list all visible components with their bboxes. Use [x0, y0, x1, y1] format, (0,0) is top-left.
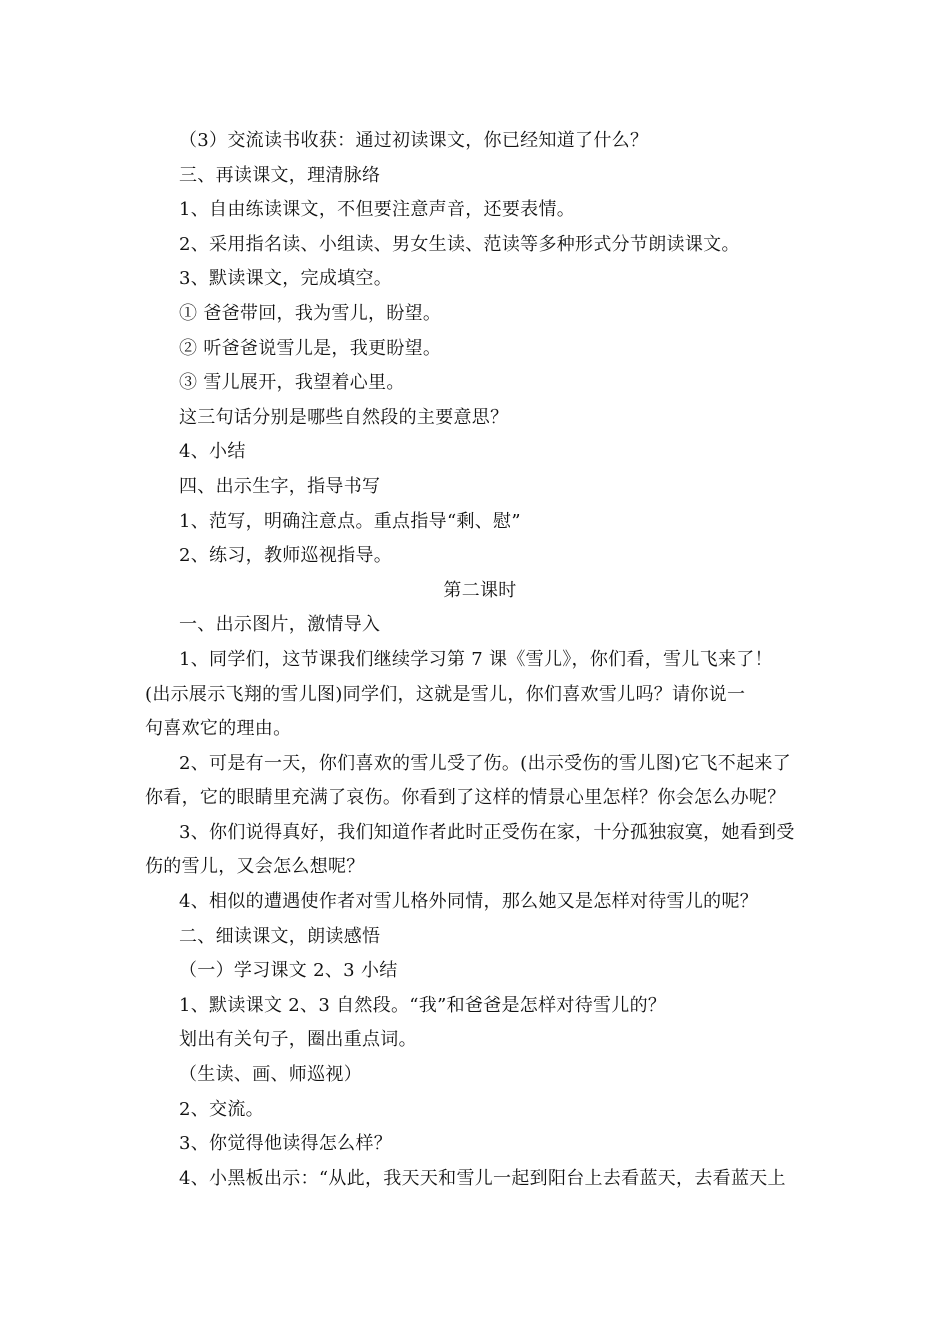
- subsection-heading: （一）学习课文 2、3 小结: [179, 960, 398, 982]
- text-line: 划出有关句子，圈出重点词。: [179, 1029, 417, 1051]
- text-line: 1、默读课文 2、3 自然段。“我”和爸爸是怎样对待雪儿的？: [179, 994, 667, 1016]
- text-line: 2、交流。: [179, 1098, 264, 1120]
- text-line: 1、范写，明确注意点。重点指导“剩、慰”: [179, 510, 521, 532]
- text-line: （生读、画、师巡视）: [179, 1064, 362, 1086]
- text-line: 4、小结: [179, 441, 246, 463]
- text-line: 2、练习，教师巡视指导。: [179, 545, 393, 567]
- text-line: 句喜欢它的理由。: [145, 718, 292, 740]
- section-heading: 三、再读课文，理清脉络: [179, 164, 381, 186]
- text-line: 4、相似的遭遇使作者对雪儿格外同情，那么她又是怎样对待雪儿的呢？: [179, 891, 759, 913]
- text-line: 3、你们说得真好，我们知道作者此时正受伤在家，十分孤独寂寞，她看到受: [179, 821, 795, 843]
- text-line: 3、你觉得他读得怎么样？: [179, 1133, 393, 1155]
- text-line: 1、自由练读课文，不但要注意声音，还要表情。: [179, 199, 576, 221]
- text-line: 2、可是有一天，你们喜欢的雪儿受了伤。(出示受伤的雪儿图)它飞不起来了: [179, 752, 791, 774]
- section-heading: 一、出示图片，激情导入: [179, 614, 381, 636]
- text-line: 2、采用指名读、小组读、男女生读、范读等多种形式分节朗读课文。: [179, 233, 740, 255]
- fill-blank-item: ② 听爸爸说雪儿是，我更盼望。: [179, 337, 442, 359]
- text-line: 这三句话分别是哪些自然段的主要意思？: [179, 406, 509, 428]
- text-line: 伤的雪儿，又会怎么想呢？: [145, 856, 365, 878]
- section-heading: 四、出示生字，指导书写: [179, 475, 381, 497]
- text-line: 1、同学们，这节课我们继续学习第 7 课《雪儿》，你们看，雪儿飞来了！: [179, 648, 773, 670]
- text-line: 3、默读课文，完成填空。: [179, 268, 393, 290]
- lesson-title: 第二课时: [443, 579, 517, 601]
- text-line: 4、小黑板出示：“从此，我天天和雪儿一起到阳台上去看蓝天，去看蓝天上: [179, 1167, 786, 1189]
- text-line: (出示展示飞翔的雪儿图)同学们，这就是雪儿，你们喜欢雪儿吗？请你说一: [145, 683, 746, 705]
- section-heading: 二、细读课文，朗读感悟: [179, 925, 381, 947]
- text-line: （3）交流读书收获：通过初读课文，你已经知道了什么？: [179, 130, 649, 151]
- fill-blank-item: ① 爸爸带回，我为雪儿，盼望。: [179, 302, 442, 324]
- document-body: [145, 124, 815, 1196]
- fill-blank-item: ③ 雪儿展开，我望着心里。: [179, 372, 405, 394]
- text-line: 你看，它的眼睛里充满了哀伤。你看到了这样的情景心里怎样？你会怎么办呢？: [145, 787, 786, 809]
